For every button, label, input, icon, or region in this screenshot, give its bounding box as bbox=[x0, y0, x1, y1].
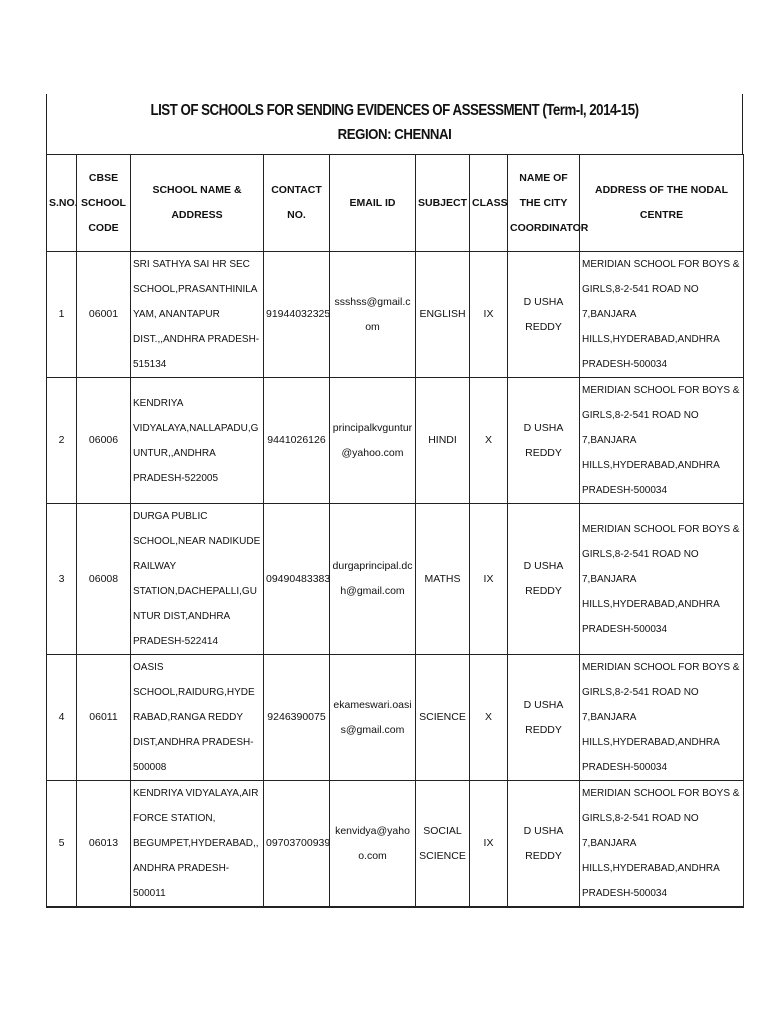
region-label: REGION: CHENNAI bbox=[337, 126, 452, 143]
cell-class: X bbox=[470, 378, 508, 504]
cell-sno: 5 bbox=[47, 781, 77, 908]
cell-school: OASIS SCHOOL,RAIDURG,HYDERABAD,RANGA REDDY DIST,ANDHRA PRADESH-500008 bbox=[131, 655, 264, 781]
cell-coordinator: D USHA REDDY bbox=[508, 378, 580, 504]
cell-contact: 09490483383 bbox=[264, 504, 330, 655]
table-row bbox=[47, 252, 744, 378]
cell-nodal: MERIDIAN SCHOOL FOR BOYS & GIRLS,8-2-541 ROAD NO 7,BANJARA HILLS,HYDERABAD,ANDHRA PRADESH-500034 bbox=[580, 781, 744, 908]
cell-nodal: MERIDIAN SCHOOL FOR BOYS & GIRLS,8-2-541 ROAD NO 7,BANJARA HILLS,HYDERABAD,ANDHRA PRADESH-500034 bbox=[580, 655, 744, 781]
schools-table bbox=[46, 154, 744, 908]
cell-class: IX bbox=[470, 252, 508, 378]
cell-nodal: MERIDIAN SCHOOL FOR BOYS & GIRLS,8-2-541 ROAD NO 7,BANJARA HILLS,HYDERABAD,ANDHRA PRADESH-500034 bbox=[580, 378, 744, 504]
cell-code: 06006 bbox=[77, 378, 131, 504]
cell-class: IX bbox=[470, 504, 508, 655]
cell-contact: 9441026126 bbox=[264, 378, 330, 504]
cell-school: KENDRIYA VIDYALAYA,AIR FORCE STATION, BEGUMPET,HYDERABAD,,ANDHRA PRADESH-500011 bbox=[131, 781, 264, 908]
cell-code: 06008 bbox=[77, 504, 131, 655]
title-block bbox=[46, 94, 743, 154]
cell-email: principalkvguntur@yahoo.com bbox=[330, 378, 416, 504]
cell-coordinator: D USHA REDDY bbox=[508, 781, 580, 908]
cell-contact: 91944032325 bbox=[264, 252, 330, 378]
cell-email: durgaprincipal.dch@gmail.com bbox=[330, 504, 416, 655]
cell-nodal: MERIDIAN SCHOOL FOR BOYS & GIRLS,8-2-541 ROAD NO 7,BANJARA HILLS,HYDERABAD,ANDHRA PRADESH-500034 bbox=[580, 504, 744, 655]
cell-subject: SOCIAL SCIENCE bbox=[416, 781, 470, 908]
cell-school: KENDRIYA VIDYALAYA,NALLAPADU,GUNTUR,,ANDHRA PRADESH-522005 bbox=[131, 378, 264, 504]
cell-class: IX bbox=[470, 781, 508, 908]
cell-code: 06001 bbox=[77, 252, 131, 378]
cell-subject: MATHS bbox=[416, 504, 470, 655]
header-subject: SUBJECT bbox=[416, 155, 470, 252]
cell-subject: SCIENCE bbox=[416, 655, 470, 781]
cell-coordinator: D USHA REDDY bbox=[508, 252, 580, 378]
cell-email: kenvidya@yahoo.com bbox=[330, 781, 416, 908]
cell-school: DURGA PUBLIC SCHOOL,NEAR NADIKUDE RAILWAY STATION,DACHEPALLI,GUNTUR DIST,ANDHRA PRADESH-522414 bbox=[131, 504, 264, 655]
header-contact: CONTACT NO. bbox=[264, 155, 330, 252]
table-row bbox=[47, 378, 744, 504]
cell-school: SRI SATHYA SAI HR SEC SCHOOL,PRASANTHINILAYAM, ANANTAPUR DIST.,,ANDHRA PRADESH-515134 bbox=[131, 252, 264, 378]
header-code: CBSE SCHOOL CODE bbox=[77, 155, 131, 252]
cell-email: ssshss@gmail.com bbox=[330, 252, 416, 378]
cell-contact: 9246390075 bbox=[264, 655, 330, 781]
cell-sno: 2 bbox=[47, 378, 77, 504]
table-row bbox=[47, 655, 744, 781]
cell-coordinator: D USHA REDDY bbox=[508, 655, 580, 781]
cell-class: X bbox=[470, 655, 508, 781]
table-row bbox=[47, 504, 744, 655]
header-coordinator: NAME OF THE CITY COORDINATOR bbox=[508, 155, 580, 252]
cell-subject: ENGLISH bbox=[416, 252, 470, 378]
cell-nodal: MERIDIAN SCHOOL FOR BOYS & GIRLS,8-2-541 ROAD NO 7,BANJARA HILLS,HYDERABAD,ANDHRA PRADESH-500034 bbox=[580, 252, 744, 378]
cell-code: 06013 bbox=[77, 781, 131, 908]
page-title: LIST OF SCHOOLS FOR SENDING EVIDENCES OF ASSESSMENT (Term-I, 2014-15) bbox=[150, 102, 639, 119]
cell-code: 06011 bbox=[77, 655, 131, 781]
cell-sno: 1 bbox=[47, 252, 77, 378]
header-row bbox=[47, 155, 744, 252]
header-sno: S.NO. bbox=[47, 155, 77, 252]
cell-sno: 4 bbox=[47, 655, 77, 781]
cell-subject: HINDI bbox=[416, 378, 470, 504]
document-sheet bbox=[46, 94, 743, 908]
cell-sno: 3 bbox=[47, 504, 77, 655]
header-nodal: ADDRESS OF THE NODAL CENTRE bbox=[580, 155, 744, 252]
header-school: SCHOOL NAME & ADDRESS bbox=[131, 155, 264, 252]
cell-email: ekameswari.oasis@gmail.com bbox=[330, 655, 416, 781]
cell-coordinator: D USHA REDDY bbox=[508, 504, 580, 655]
cell-contact: 09703700939 bbox=[264, 781, 330, 908]
header-email: EMAIL ID bbox=[330, 155, 416, 252]
table-row bbox=[47, 781, 744, 908]
header-class: CLASS bbox=[470, 155, 508, 252]
